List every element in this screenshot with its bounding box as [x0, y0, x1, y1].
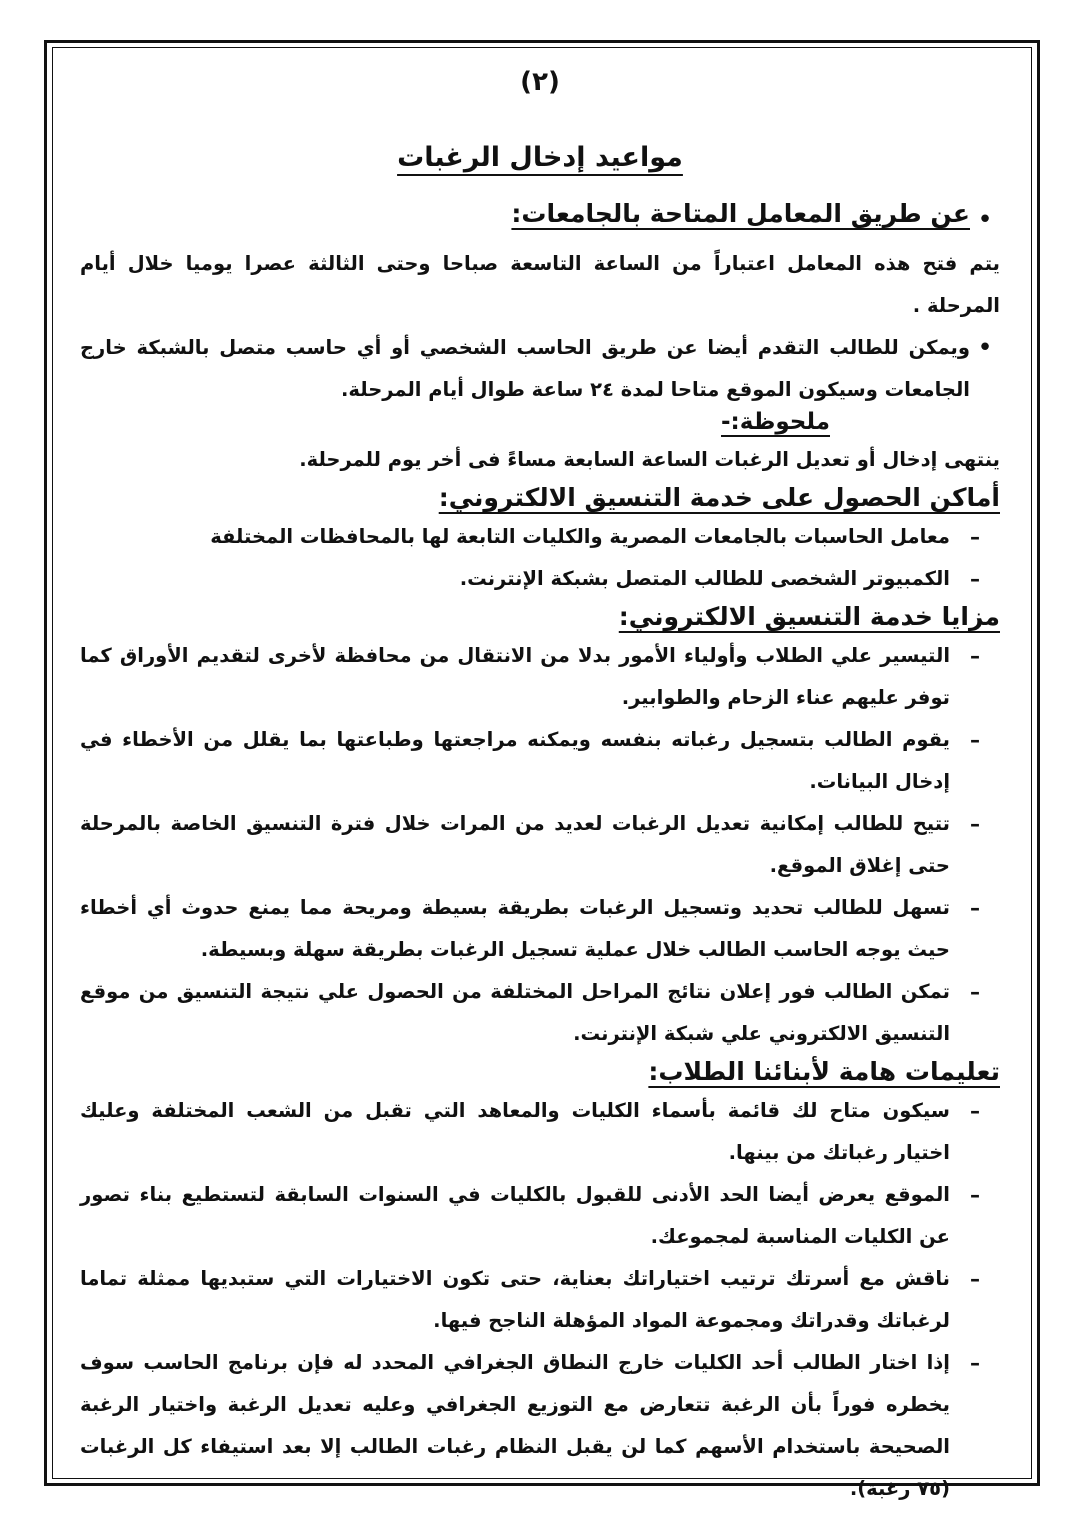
section1-bullet-row [80, 327, 1000, 411]
advantages-heading: مزايا خدمة التنسيق الالكتروني: [618, 602, 1000, 631]
list-item [80, 887, 1000, 971]
list-item [80, 516, 1000, 558]
list-item [80, 719, 1000, 803]
places-list [80, 516, 1000, 600]
section1-paragraph: يتم فتح هذه المعامل اعتباراً من الساعة التاسعة صباحا وحتى الثالثة عصرا يوميا خلال أيام المرحلة . [80, 252, 1000, 317]
list-item-text: معامل الحاسبات بالجامعات المصرية والكليات التابعة لها بالمحافظات المختلفة [210, 525, 950, 548]
dash-marker: – [970, 1267, 980, 1291]
section1-heading: عن طريق المعامل المتاحة بالجامعات: [511, 199, 970, 228]
places-heading: أماكن الحصول على خدمة التنسيق الالكتروني: [438, 483, 1000, 512]
page-number: (٢) [520, 67, 560, 97]
list-item [80, 1090, 1000, 1174]
list-item [80, 803, 1000, 887]
dash-marker: – [970, 644, 980, 668]
note-heading-wrap [80, 409, 1000, 435]
list-item [80, 1258, 1000, 1342]
list-item-text: يقوم الطالب بتسجيل رغباته بنفسه ويمكنه مراجعتها وطباعتها بما يقلل من الأخطاء في إدخال البيانات. [80, 728, 950, 793]
list-item-text: التيسير علي الطلاب وأولياء الأمور بدلا من الانتقال من محافظة لأخرى لتقديم الأوراق كما توفر عليهم عناء الزحام والطوابير. [80, 644, 950, 709]
dash-marker: – [970, 728, 980, 752]
section1-heading-row [80, 199, 1000, 241]
list-item-text: تمكن الطالب فور إعلان نتائج المراحل المختلفة من الحصول علي نتيجة التنسيق من موقع التنسيق الالكتروني علي شبكة الإنترنت. [80, 980, 950, 1045]
dash-marker: – [970, 896, 980, 920]
dash-marker: – [970, 1099, 980, 1123]
list-item [80, 1342, 1000, 1510]
dash-marker: – [970, 812, 980, 836]
dash-marker: – [970, 525, 980, 549]
document-body [80, 62, 1000, 1510]
list-item-text: تسهل للطالب تحديد وتسجيل الرغبات بطريقة بسيطة ومريحة مما يمنع حدوث أي أخطاء حيث يوجه الحاسب الطالب خلال عملية تسجيل الرغبات بطريقة سهلة وبسيطة. [80, 896, 950, 961]
dash-marker: – [970, 567, 980, 591]
list-item [80, 635, 1000, 719]
instructions-heading-wrap [80, 1057, 1000, 1086]
instructions-list [80, 1090, 1000, 1510]
list-item-text: سيكون متاح لك قائمة بأسماء الكليات والمعاهد التي تقبل من الشعب المختلفة وعليك اختيار رغباتك من بينها. [80, 1099, 950, 1164]
list-item-text: ناقش مع أسرتك ترتيب اختياراتك بعناية، حتى تكون الاختيارات التي ستبديها ممثلة تماما لرغباتك وقدراتك ومجموعة المواد المؤهلة الناجح فيها. [80, 1267, 950, 1332]
bullet-icon: • [977, 205, 993, 235]
list-item-text: تتيح للطالب إمكانية تعديل الرغبات لعديد من المرات خلال فترة التنسيق الخاصة بالمرحلة حتى إغلاق الموقع. [80, 812, 950, 877]
list-item [80, 971, 1000, 1055]
dash-marker: – [970, 1183, 980, 1207]
bullet-icon: • [977, 333, 993, 363]
dash-marker: – [970, 1351, 980, 1375]
places-heading-wrap [80, 483, 1000, 512]
dash-marker: – [970, 980, 980, 1004]
list-item-text: الموقع يعرض أيضا الحد الأدنى للقبول بالكليات في السنوات السابقة لتستطيع بناء تصور عن الكليات المناسبة لمجموعك. [80, 1183, 950, 1248]
advantages-heading-wrap [80, 602, 1000, 631]
advantages-list [80, 635, 1000, 1055]
note-text: ينتهى إدخال أو تعديل الرغبات الساعة السابعة مساءً فى أخر يوم للمرحلة. [299, 448, 1000, 471]
list-item [80, 1174, 1000, 1258]
list-item [80, 558, 1000, 600]
list-item-text: الكمبيوتر الشخصى للطالب المتصل بشبكة الإنترنت. [459, 567, 950, 590]
note-heading: ملحوظة:- [721, 409, 830, 435]
list-item-text: إذا اختار الطالب أحد الكليات خارج النطاق الجغرافي المحدد له فإن برنامج الحاسب سوف يخطره فوراً بأن الرغبة تتعارض مع التوزيع الجغرافي وعليه تعديل الرغبة واختيار الرغبة الصحيحة باستخدام الأسهم كما لن يقبل النظام رغبات الطالب إلا بعد استيفاء كل الرغبات (٧٥ رغبة). [80, 1351, 950, 1500]
document-title-wrap [80, 142, 1000, 173]
document-title: مواعيد إدخال الرغبات [397, 142, 683, 173]
instructions-heading: تعليمات هامة لأبنائنا الطلاب: [648, 1057, 1000, 1086]
section1-bullet-text: ويمكن للطالب التقدم أيضا عن طريق الحاسب الشخصي أو أي حاسب متصل بالشبكة خارج الجامعات وسيكون الموقع متاحا لمدة ٢٤ ساعة طوال أيام المرحلة. [80, 336, 970, 401]
